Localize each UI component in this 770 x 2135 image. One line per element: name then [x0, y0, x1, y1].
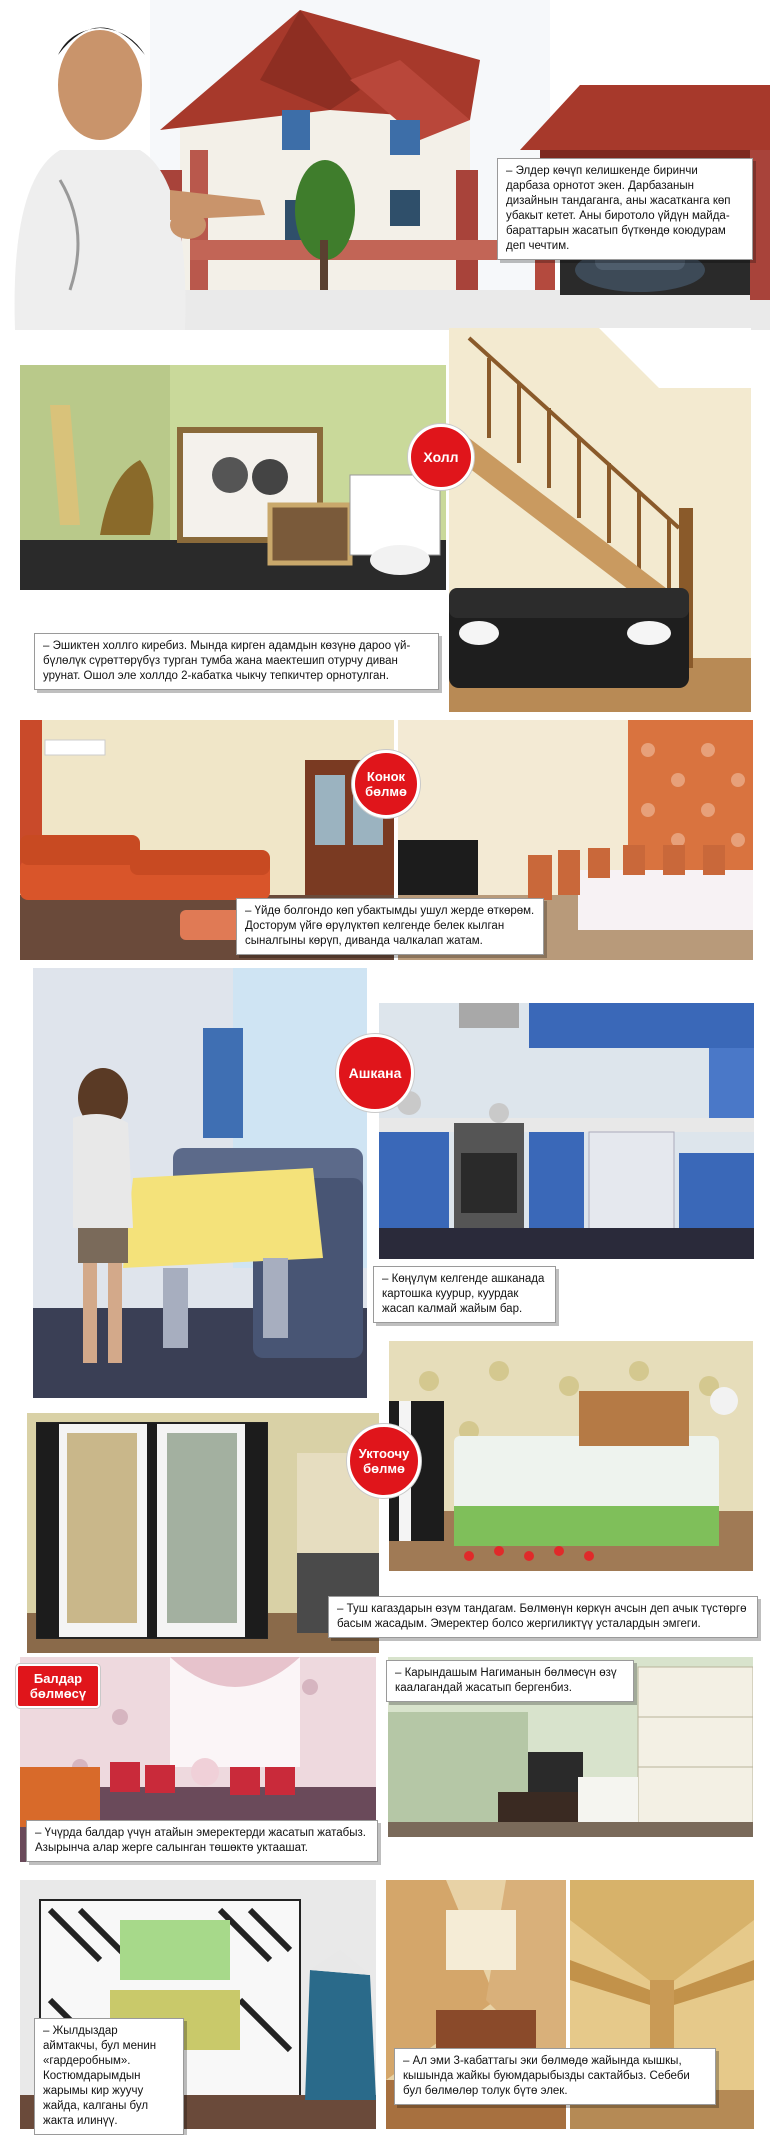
badge-guest-room: Конок бөлмө — [352, 750, 420, 818]
hall-shelf-illustration — [20, 365, 446, 590]
kitchen-table-illustration — [33, 968, 367, 1398]
badge-bedroom: Уктоочу бөлмө — [347, 1424, 421, 1498]
caption-attic: – Ал эми 3-кабаттагы эки бөлмөдө жайында кышкы, кышында жайкы буюмдарыбызды сактайбыз. Себеби бул бөлмөлөр толук бүтө элек. — [394, 2048, 716, 2105]
photo-hall-stairs — [449, 328, 751, 712]
photo-bedroom-bed — [389, 1341, 753, 1571]
caption-nagima-room: – Карындашым Нагиманын бөлмөсүн өзү каалагандай жасатып бергенбиз. — [386, 1660, 634, 1702]
kitchen-stove-illustration — [379, 1003, 754, 1259]
photo-hall-tumba — [20, 365, 446, 590]
badge-kids-room: Балдар бөлмөсү — [16, 1664, 100, 1708]
caption-guest-room: – Үйдө болгондо көп убактымды ушул жерде өткөрөм. Досторум үйгө өрүлүктөп келгенде белек кылган сыналгыны көрүп, диванда чалкалап жатам. — [236, 898, 544, 955]
caption-kitchen: – Көңүлүм келгенде ашканада картошка куурup, куурдак жасап калмай жайым бар. — [373, 1266, 556, 1323]
photo-house-exterior — [0, 0, 770, 330]
photo-kitchen-table — [33, 968, 367, 1398]
caption-kids-room: – Үчүрда балдар үчүн атайын эмеректерди жасатып жатабыз. Азырынча алар жерге салынган төшөктө уктаашат. — [26, 1820, 378, 1862]
badge-kitchen: Ашкана — [336, 1034, 414, 1112]
photo-bedroom-wardrobe — [27, 1413, 379, 1653]
caption-gate: – Элдер көчүп келишкенде биринчи дарбаза орнотот экен. Дарбазанын дизайнын тандаганга, аны жасатканга көп убакыт кетет. Аны биротоло үйдүн майда-бараттарын жасатып бүткөндө коюдурам деп чечтим. — [497, 158, 753, 260]
badge-hall: Холл — [408, 424, 474, 490]
caption-wardrobe: – Жылдыздар аймтакчы, бул менин «гардеробным». Костюмдарымдын жарымы кир жуучу жайда, калганы бул жакта илинүү. — [34, 2018, 184, 2135]
photo-kitchen-stove — [379, 1003, 754, 1259]
hall-stairs-illustration — [449, 328, 751, 712]
caption-bedroom: – Туш кагаздарын өзүм тандагам. Бөлмөнүн көркүн ачсын деп ачык түстөргө басым жасадым. Эмеректер болсо жергиликтүү усталардын эмгеги. — [328, 1596, 758, 1638]
caption-hall: – Эшиктен холлго киребиз. Мында кирген адамдын көзүнө дароо үй-бүлөлүк сүрөттөрүбүз турган тумба жана маектешип отурчу диван урунат. Ошол эле холлдо 2-кабатка чыкчу тепкичтер орнотулган. — [34, 633, 439, 690]
bedroom-bed-illustration — [389, 1341, 753, 1571]
bedroom-wardrobe-illustration — [27, 1413, 379, 1653]
